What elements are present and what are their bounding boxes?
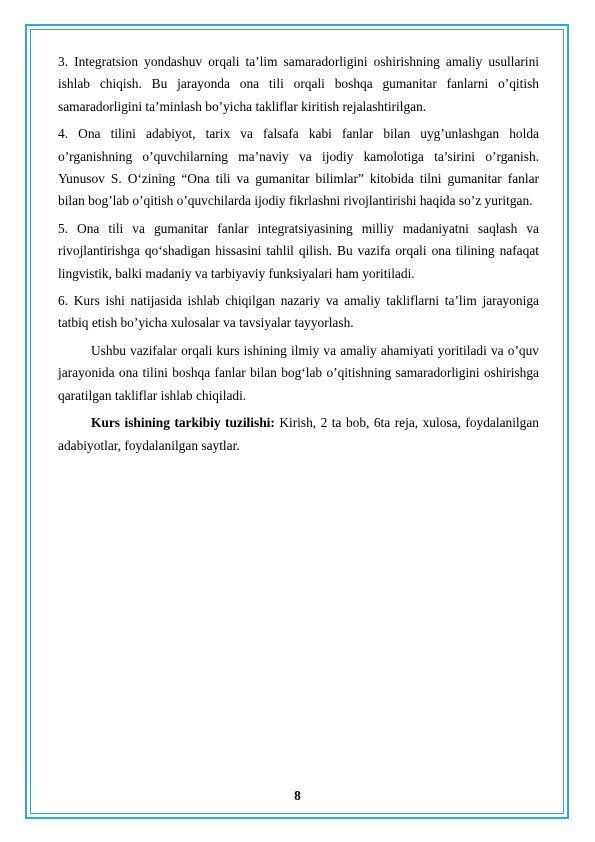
task-paragraph-6: 6. Kurs ishi natijasida ishlab chiqilgan nazariy va amaliy takliflarni ta’lim jarayoniga tatbiq etish bo’yicha xulosalar va tavsiyalar tayyorlash. [58,293,539,331]
page-number: 8 [294,788,301,803]
structure-text: Kirish, 2 ta bob, 6ta reja, xulosa, foydalanilgan adabiyotlar, foydalanilgan saytlar. [58,415,539,453]
task-paragraph-3: 3. Integratsion yondashuv orqali ta’lim samaradorligini oshirishning amaliy usullarini ishlab chiqish. Bu jarayonda ona tili orqali boshqa gumanitar fanlarni o’qitish samaradorligini ta’minlash bo’yicha takliflar kiritish rejalashtirilgan. [58,54,539,114]
structure-paragraph [58,412,539,457]
page-content [58,51,539,462]
task-paragraph-4: 4. Ona tilini adabiyot, tarix va falsafa kabi fanlar bilan uyg’unlashgan holda o’rganishning o’quvchilarning ma’naviy va ijodiy kamolotiga ta’sirini o’rganish. Yunusov S. O‘zining “Ona tili va gumanitar bilimlar” kitobida tilni gumanitar fanlar bilan bog’lab o’qitish o’quvchilarda ijodiy fikrlashni rivojlantirishi haqida so’z yuritgan. [58,126,539,209]
task-paragraph-5: 5. Ona tili va gumanitar fanlar integratsiyasining milliy madaniyatni saqlash va rivojlantirishga qo‘shadigan hissasini tahlil qilish. Bu vazifa orqali ona tilining nafaqat lingvistik, balki madaniy va tarbiyaviy funksiyalari ham yoritiladi. [58,220,539,281]
structure-heading: Kurs ishining tarkibiy tuzilishi: [91,415,275,431]
summary-paragraph: Ushbu vazifalar orqali kurs ishining ilmiy va amaliy ahamiyati yoritiladi va o’quv jarayonida ona tilini boshqa fanlar bilan bog‘lab o’qitishning samaradorligini oshirishga qaratilgan takliflar ishlab chiqiladi. [58,342,539,403]
